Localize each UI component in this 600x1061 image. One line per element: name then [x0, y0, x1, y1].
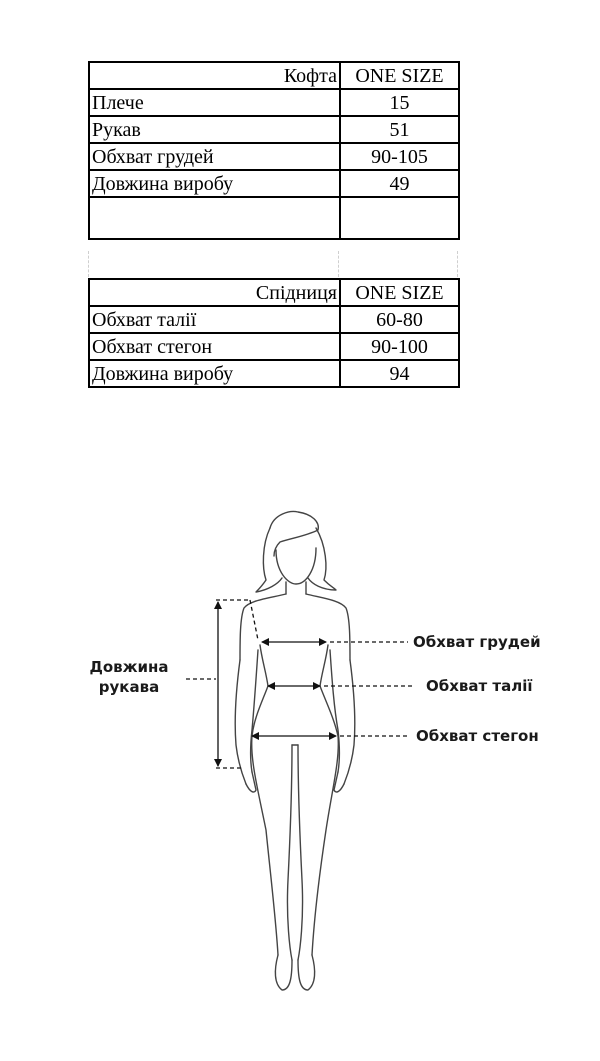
gridline — [88, 251, 89, 277]
table-row — [89, 89, 459, 116]
table-row — [89, 333, 459, 360]
table-cell-label: Обхват талії — [89, 306, 340, 333]
top-size-table — [88, 61, 460, 240]
table-row — [89, 306, 459, 333]
table-cell-value: 60-80 — [340, 306, 459, 333]
body-measurement-diagram — [0, 500, 600, 1000]
table-header-row — [89, 279, 459, 306]
bottom-table-garment-label: Спідниця — [89, 279, 340, 306]
body-outline — [235, 512, 355, 990]
table-cell-label: Обхват грудей — [89, 143, 340, 170]
table-cell-value: 90-105 — [340, 143, 459, 170]
table-row — [89, 116, 459, 143]
sleeve-length-indicator — [186, 600, 258, 768]
table-cell-label: Обхват стегон — [89, 333, 340, 360]
sleeve-length-label-line2: рукава — [98, 678, 160, 696]
table-cell-label: Довжина виробу — [89, 360, 340, 387]
table-row-empty — [89, 197, 459, 239]
bottom-size-table — [88, 278, 460, 388]
top-table-garment-label: Кофта — [89, 62, 340, 89]
table-cell-label: Плече — [89, 89, 340, 116]
table-row — [89, 143, 459, 170]
sleeve-length-label-line1: Довжина — [89, 658, 169, 676]
table-row — [89, 360, 459, 387]
gridline — [457, 251, 458, 277]
table-cell-value: 15 — [340, 89, 459, 116]
table-cell-value: 49 — [340, 170, 459, 197]
table-cell-value: 94 — [340, 360, 459, 387]
table-row — [89, 170, 459, 197]
table-header-row — [89, 62, 459, 89]
table-cell-value — [340, 197, 459, 239]
gridline — [338, 251, 339, 277]
waist-label: Обхват талії — [426, 677, 533, 695]
top-table-size-label: ONE SIZE — [340, 62, 459, 89]
table-cell-label: Рукав — [89, 116, 340, 143]
table-cell-label: Довжина виробу — [89, 170, 340, 197]
hips-label: Обхват стегон — [416, 727, 539, 745]
table-cell-label — [89, 197, 340, 239]
bottom-table-size-label: ONE SIZE — [340, 279, 459, 306]
table-cell-value: 51 — [340, 116, 459, 143]
table-cell-value: 90-100 — [340, 333, 459, 360]
chest-label: Обхват грудей — [413, 633, 541, 651]
